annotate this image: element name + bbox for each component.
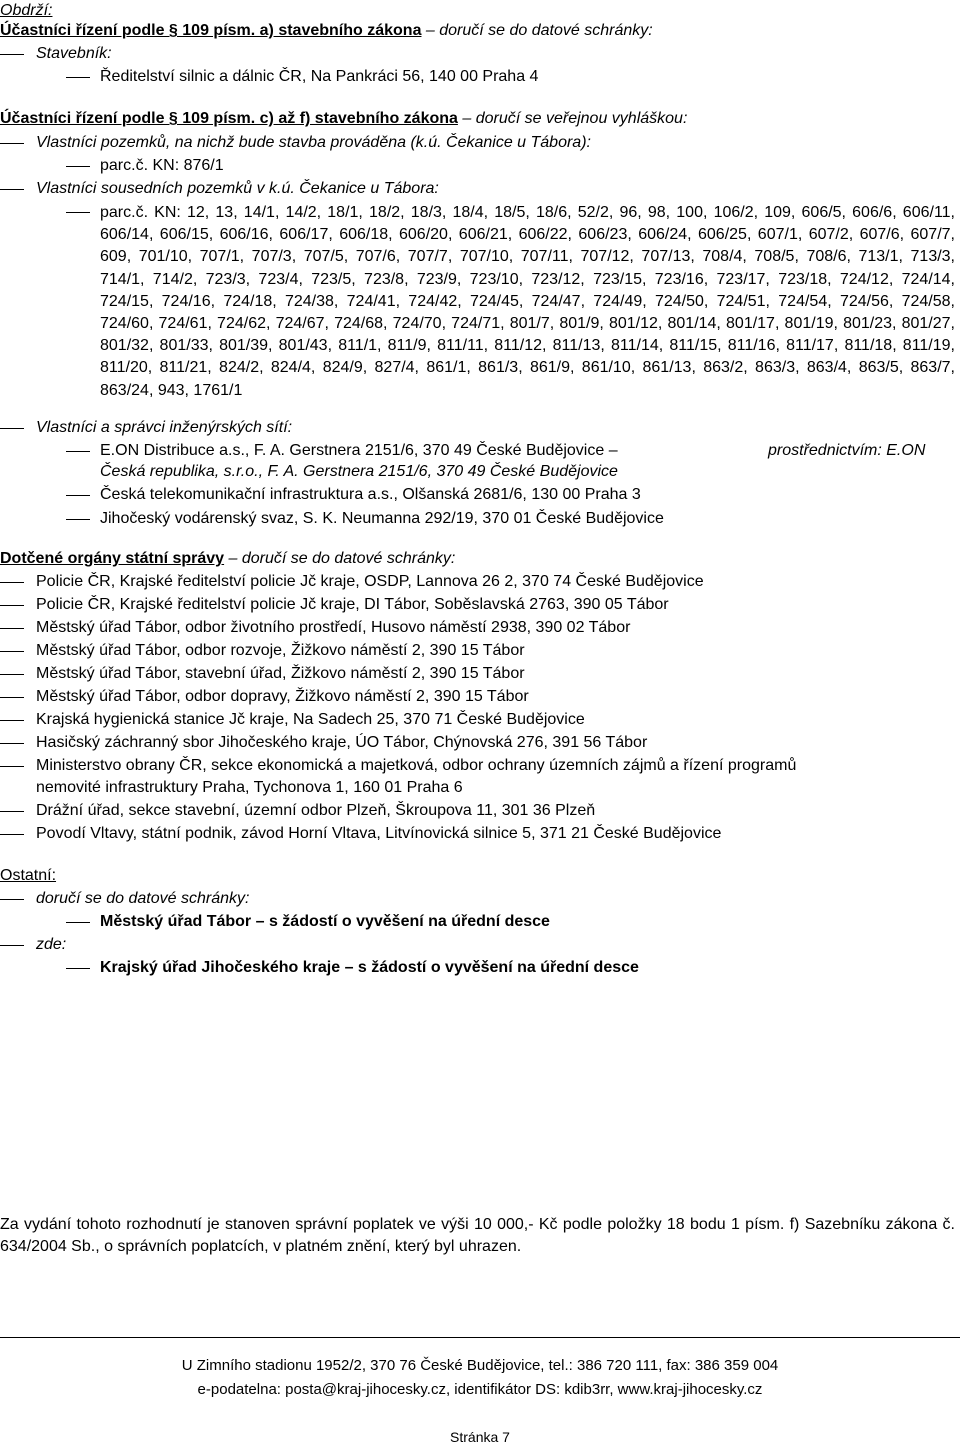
ucastnici-c-line <box>0 109 687 129</box>
dash-bullet <box>0 945 24 946</box>
dash-bullet <box>0 697 24 698</box>
dash-bullet <box>0 743 24 744</box>
dotcene-item: Policie ČR, Krajské ředitelství policie Jč kraje, OSDP, Lannova 26 2, 370 74 České Budějovice <box>36 573 704 590</box>
dash-bullet <box>66 968 90 969</box>
fee-paragraph: Za vydání tohoto rozhodnutí je stanoven správní poplatek ve výši 10 000,- Kč podle položky 18 bodu 1 písm. f) Sazebníku zákona č. 634/2004 Sb., o správních poplatcích, v platném znění, který byl uhrazen. <box>0 1216 955 1255</box>
parc-876: parc.č. KN: 876/1 <box>100 157 224 174</box>
stavebnik-value: Ředitelství silnic a dálnic ČR, Na Pankráci 56, 140 00 Praha 4 <box>100 68 539 85</box>
ucastnici-c-note: – doručí se veřejnou vyhláškou: <box>457 110 688 127</box>
vlastnici-site: Vlastníci a správci inženýrských sítí: <box>36 419 293 436</box>
dash-bullet <box>0 766 24 767</box>
eon-cr: Česká republika, s.r.o., F. A. Gerstnera 2151/6, 370 49 České Budějovice <box>100 463 618 480</box>
dotcene-item: Drážní úřad, sekce stavební, územní odbor Plzeň, Škroupova 11, 301 36 Plzeň <box>36 802 596 819</box>
dash-bullet <box>0 54 24 55</box>
obdrzi-heading: Obdrží: <box>0 2 53 19</box>
dash-bullet <box>0 428 24 429</box>
dotcene-item: Hasičský záchranný sbor Jihočeského kraje, ÚO Tábor, Chýnovská 276, 391 56 Tábor <box>36 734 648 751</box>
footer-contact: e-podatelna: posta@kraj-jihocesky.cz, identifikátor DS: kdib3rr, www.kraj-jihocesky.cz <box>197 1381 763 1398</box>
dotcene-heading: Dotčené orgány státní správy <box>0 550 225 567</box>
parc-list: parc.č. KN: 12, 13, 14/1, 14/2, 18/1, 18/2, 18/3, 18/4, 18/5, 18/6, 52/2, 96, 98, 100, 106/2, 109, 606/5, 606/6, 606/11, 606/14, 606/15, 606/16, 606/17, 606/18, 606/20, 606/21, 606/22, 606/23, 606/24, 606/25, 607/1, 607/2, 607/6, 607/7, 609, 701/10, 707/1, 707/3, 707/5, 707/6, 707/7, 707/10, 707/11, 707/12, 707/13, 708/4, 708/5, 708/6, 713/1, 713/3, 714/1, 714/2, 723/3, 723/4, 723/5, 723/8, 723/9, 723/10, 723/12, 723/15, 723/16, 723/17, 723/18, 724/12, 724/14, 724/15, 724/16, 724/18, 724/38, 724/41, 724/42, 724/45, 724/47, 724/49, 724/50, 724/51, 724/54, 724/56, 724/58, 724/60, 724/61, 724/62, 724/67, 724/68, 724/70, 724/71, 801/7, 801/9, 801/12, 801/14, 801/17, 801/19, 801/23, 801/27, 801/32, 801/33, 801/39, 801/43, 811/1, 811/9, 811/11, 811/12, 811/13, 811/14, 811/15, 811/16, 811/17, 811/18, 811/19, 811/20, 811/21, 824/2, 824/4, 824/9, 827/4, 861/1, 861/3, 861/9, 861/10, 861/13, 863/2, 863/3, 863/4, 863/5, 863/7, 863/24, 943, 1761/1 <box>100 204 955 399</box>
dash-bullet <box>66 212 90 213</box>
dash-bullet <box>0 582 24 583</box>
dash-bullet <box>66 495 90 496</box>
ucastnici-c-heading: Účastníci řízení podle § 109 písm. c) až f) stavebního zákona <box>0 110 458 127</box>
dash-bullet <box>66 519 90 520</box>
dash-bullet <box>0 674 24 675</box>
dotcene-item: Ministerstvo obrany ČR, sekce ekonomická a majetková, odbor ochrany územních zájmů a řízení programů <box>36 757 797 774</box>
ostatni-kraj: Krajský úřad Jihočeského kraje – s žádostí o vyvěšení na úřední desce <box>100 959 639 976</box>
dash-bullet <box>0 834 24 835</box>
dotcene-item: Městský úřad Tábor, stavební úřad, Žižkovo náměstí 2, 390 15 Tábor <box>36 665 525 682</box>
footer-rule <box>0 1337 960 1338</box>
ostatni-zde-label: zde: <box>36 936 67 953</box>
dash-bullet <box>0 628 24 629</box>
dash-bullet <box>0 189 24 190</box>
dash-bullet <box>66 166 90 167</box>
dash-bullet <box>66 77 90 78</box>
ostatni-heading: Ostatní: <box>0 867 57 884</box>
vlastnici-stavba: Vlastníci pozemků, na nichž bude stavba prováděna (k.ú. Čekanice u Tábora): <box>36 134 591 151</box>
jvs: Jihočeský vodárenský svaz, S. K. Neumanna 292/19, 370 01 České Budějovice <box>100 510 664 527</box>
eon-line: E.ON Distribuce a.s., F. A. Gerstnera 2151/6, 370 49 České Budějovice – <box>100 442 618 459</box>
dotcene-item: Městský úřad Tábor, odbor dopravy, Žižkovo náměstí 2, 390 15 Tábor <box>36 688 529 705</box>
dotcene-item-continued: nemovité infrastruktury Praha, Tychonova 1, 160 01 Praha 6 <box>36 779 463 796</box>
ostatni-mu-tabor: Městský úřad Tábor – s žádostí o vyvěšení na úřední desce <box>100 913 550 930</box>
dotcene-line <box>0 549 455 569</box>
dotcene-item: Krajská hygienická stanice Jč kraje, Na Sadech 25, 370 71 České Budějovice <box>36 711 585 728</box>
dash-bullet <box>0 720 24 721</box>
ucastnici-a-note: – doručí se do datové schránky: <box>421 22 653 39</box>
dotcene-item: Městský úřad Tábor, odbor životního prostředí, Husovo náměstí 2938, 390 02 Tábor <box>36 619 631 636</box>
dash-bullet <box>0 811 24 812</box>
dash-bullet <box>0 899 24 900</box>
page-number: Stránka 7 <box>450 1429 510 1445</box>
ostatni-datova-label: doručí se do datové schránky: <box>36 890 250 907</box>
dash-bullet <box>0 651 24 652</box>
stavebnik-label: Stavebník: <box>36 45 112 62</box>
vlastnici-sousedni: Vlastníci sousedních pozemků v k.ú. Čekanice u Tábora: <box>36 180 439 197</box>
cetin: Česká telekomunikační infrastruktura a.s., Olšanská 2681/6, 130 00 Praha 3 <box>100 486 641 503</box>
dotcene-item: Policie ČR, Krajské ředitelství policie Jč kraje, DI Tábor, Soběslavská 2763, 390 05 Tábor <box>36 596 669 613</box>
ucastnici-a-line <box>0 21 653 41</box>
dotcene-item: Povodí Vltavy, státní podnik, závod Horní Vltava, Litvínovická silnice 5, 371 21 České Budějovice <box>36 825 722 842</box>
ucastnici-a-heading: Účastníci řízení podle § 109 písm. a) stavebního zákona <box>0 22 422 39</box>
dotcene-item: Městský úřad Tábor, odbor rozvoje, Žižkovo náměstí 2, 390 15 Tábor <box>36 642 525 659</box>
eon-prostrednictvim: prostřednictvím: E.ON <box>768 442 926 459</box>
dash-bullet <box>0 143 24 144</box>
dotcene-note: – doručí se do datové schránky: <box>224 550 456 567</box>
dash-bullet <box>66 451 90 452</box>
dash-bullet <box>0 605 24 606</box>
footer-address: U Zimního stadionu 1952/2, 370 76 České Budějovice, tel.: 386 720 111, fax: 386 359 004 <box>181 1357 779 1374</box>
dash-bullet <box>66 922 90 923</box>
